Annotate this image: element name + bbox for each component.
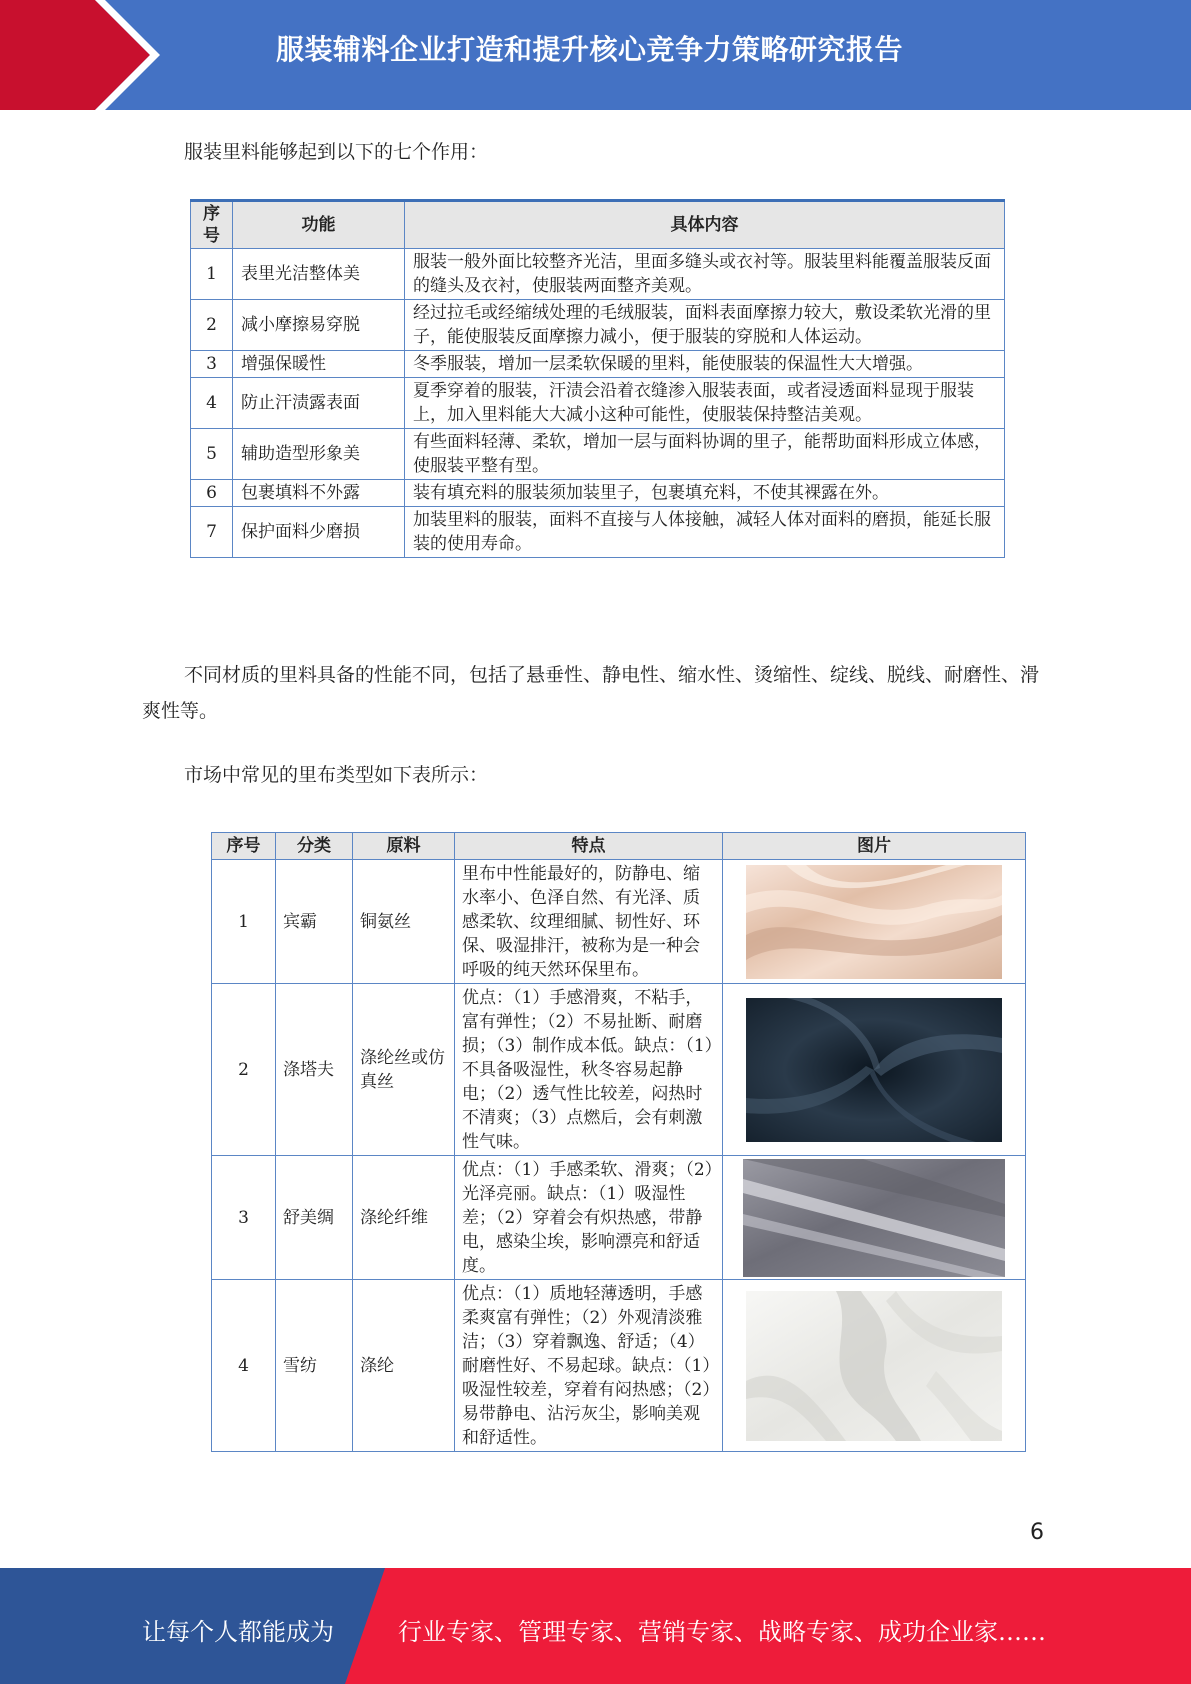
col-header-function: 功能: [233, 201, 405, 249]
row-no: 1: [212, 860, 276, 984]
row-image: [723, 1156, 1026, 1280]
row-no: 7: [191, 507, 233, 558]
page-number: 6: [1030, 1520, 1044, 1545]
row-no: 1: [191, 249, 233, 300]
row-function: 防止汗渍露表面: [233, 378, 405, 429]
row-features: 优点：（1）手感滑爽，不粘手，富有弹性；（2）不易扯断、耐磨损；（3）制作成本低。缺点：（1）不具备吸湿性，秋冬容易起静电；（2）透气性比较差，闷热时不清爽；（3）点燃后，会有刺激性气味。: [455, 984, 723, 1156]
dark-navy-satin-fabric-image: [746, 998, 1002, 1142]
row-features: 优点：（1）手感柔软、滑爽；（2）光泽亮丽。缺点：（1）吸湿性差；（2）穿着会有炽热感，带静电，感染尘埃，影响漂亮和舒适度。: [455, 1156, 723, 1280]
champagne-silk-fabric-image: [746, 865, 1002, 979]
col-header-category: 分类: [276, 833, 353, 860]
row-function: 包裹填料不外露: [233, 480, 405, 507]
table-row: [191, 300, 1005, 351]
row-no: 3: [212, 1156, 276, 1280]
row-material: 涤纶纤维: [353, 1156, 455, 1280]
table-row: [212, 1156, 1026, 1280]
footer-slogan-right: 行业专家、管理专家、营销专家、战略专家、成功企业家……: [398, 1618, 1046, 1646]
white-chiffon-fabric-image: [746, 1291, 1002, 1441]
row-no: 4: [212, 1280, 276, 1452]
row-no: 4: [191, 378, 233, 429]
row-material: 铜氨丝: [353, 860, 455, 984]
table-row: [212, 860, 1026, 984]
row-content: 冬季服装，增加一层柔软保暖的里料，能使服装的保温性大大增强。: [405, 351, 1005, 378]
grey-satin-fabric-image: [743, 1159, 1005, 1277]
row-function: 减小摩擦易穿脱: [233, 300, 405, 351]
row-content: 有些面料轻薄、柔软，增加一层与面料协调的里子，能帮助面料形成立体感，使服装平整有型。: [405, 429, 1005, 480]
row-content: 经过拉毛或经缩绒处理的毛绒服装，面料表面摩擦力较大，敷设柔软光滑的里子，能使服装反面摩擦力减小，便于服装的穿脱和人体运动。: [405, 300, 1005, 351]
table-row: [212, 1280, 1026, 1452]
row-content: 加装里料的服装，面料不直接与人体接触，减轻人体对面料的磨损，能延长服装的使用寿命。: [405, 507, 1005, 558]
row-no: 5: [191, 429, 233, 480]
row-features: 里布中性能最好的，防静电、缩水率小、色泽自然、有光泽、质感柔软、纹理细腻、韧性好、环保、吸湿排汗，被称为是一种会呼吸的纯天然环保里布。: [455, 860, 723, 984]
row-content: 服装一般外面比较整齐光洁，里面多缝头或衣衬等。服装里料能覆盖服装反面的缝头及衣衬，使服装两面整齐美观。: [405, 249, 1005, 300]
table-row: [191, 249, 1005, 300]
lining-functions-table: [190, 199, 1005, 558]
lining-types-table: [211, 832, 1026, 1452]
col-header-no: 序号: [212, 833, 276, 860]
row-image: [723, 860, 1026, 984]
row-no: 2: [191, 300, 233, 351]
row-content: 夏季穿着的服装，汗渍会沿着衣缝渗入服装表面，或者浸透面料显现于服装上，加入里料能大大减小这种可能性，使服装保持整洁美观。: [405, 378, 1005, 429]
row-no: 2: [212, 984, 276, 1156]
col-header-no: 序号: [191, 201, 233, 249]
row-image: [723, 1280, 1026, 1452]
table-header-row: [191, 201, 1005, 249]
row-image: [723, 984, 1026, 1156]
col-header-image: 图片: [723, 833, 1026, 860]
footer-slogan-left: 让每个人都能成为: [142, 1618, 334, 1646]
row-function: 表里光洁整体美: [233, 249, 405, 300]
table-header-row: [212, 833, 1026, 860]
table-row: [191, 429, 1005, 480]
row-function: 辅助造型形象美: [233, 429, 405, 480]
row-category: 舒美绸: [276, 1156, 353, 1280]
row-category: 宾霸: [276, 860, 353, 984]
row-category: 雪纺: [276, 1280, 353, 1452]
row-no: 6: [191, 480, 233, 507]
row-material: 涤纶: [353, 1280, 455, 1452]
row-function: 增强保暖性: [233, 351, 405, 378]
properties-paragraph: 不同材质的里料具备的性能不同，包括了悬垂性、静电性、缩水性、烫缩性、绽线、脱线、耐磨性、滑爽性等。: [142, 664, 1040, 722]
page-header: [0, 0, 1191, 110]
table-row: [191, 507, 1005, 558]
col-header-content: 具体内容: [405, 201, 1005, 249]
row-category: 涤塔夫: [276, 984, 353, 1156]
row-features: 优点：（1）质地轻薄透明，手感柔爽富有弹性；（2）外观清淡雅洁；（3）穿着飘逸、舒适；（4）耐磨性好、不易起球。缺点：（1）吸湿性较差，穿着有闷热感；（2）易带静电、沾污灰尘，影响美观和舒适性。: [455, 1280, 723, 1452]
col-header-material: 原料: [353, 833, 455, 860]
table-row: [191, 378, 1005, 429]
table-row: [191, 480, 1005, 507]
row-content: 装有填充料的服装须加装里子，包裹填充料，不使其裸露在外。: [405, 480, 1005, 507]
intro-paragraph-2: 市场中常见的里布类型如下表所示：: [184, 764, 489, 786]
intro-paragraph-1: 服装里料能够起到以下的七个作用：: [184, 141, 489, 163]
table-row: [212, 984, 1026, 1156]
report-title: 服装辅料企业打造和提升核心竞争力策略研究报告: [276, 33, 904, 66]
col-header-features: 特点: [455, 833, 723, 860]
row-no: 3: [191, 351, 233, 378]
row-function: 保护面料少磨损: [233, 507, 405, 558]
table-row: [191, 351, 1005, 378]
row-material: 涤纶丝或仿真丝: [353, 984, 455, 1156]
